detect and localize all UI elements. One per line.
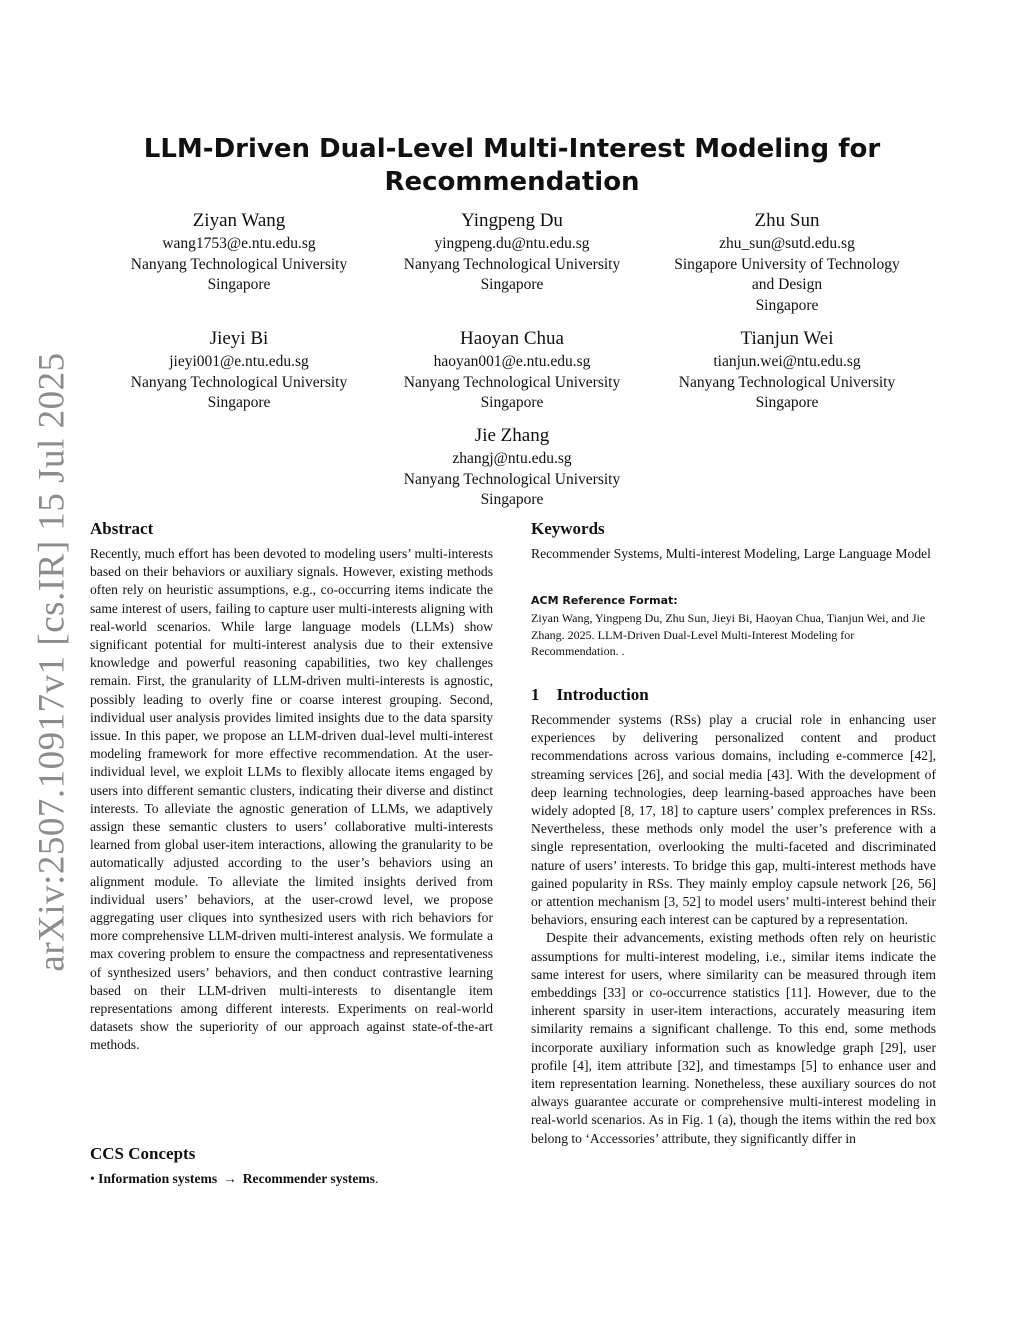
author-country: Singapore xyxy=(207,394,271,411)
keywords-text: Recommender Systems, Multi-interest Modeling, Large Language Model xyxy=(531,546,931,561)
author-block xyxy=(377,424,647,511)
keywords-heading: Keywords xyxy=(531,519,605,538)
section-title: Introduction xyxy=(556,685,649,704)
author-country: Singapore xyxy=(480,491,544,508)
abstract-heading: Abstract xyxy=(90,519,154,538)
author-block xyxy=(652,327,922,414)
author-email: wang1753@e.ntu.edu.sg xyxy=(162,235,316,252)
author-name: Tianjun Wei xyxy=(740,328,834,349)
ccs-category: Information systems xyxy=(98,1171,218,1186)
author-name: Ziyan Wang xyxy=(192,210,286,231)
acm-reference-section xyxy=(531,594,936,660)
author-block xyxy=(104,209,374,296)
author-affiliation: Nanyang Technological University xyxy=(130,255,348,273)
author-name: Jieyi Bi xyxy=(209,328,269,349)
ccs-subcategory: Recommender systems xyxy=(242,1171,375,1186)
ccs-concepts xyxy=(90,1170,493,1188)
introduction-section xyxy=(531,685,936,1148)
author-email: haoyan001@e.ntu.edu.sg xyxy=(433,353,591,370)
author-name: Haoyan Chua xyxy=(460,328,564,349)
ccs-heading: CCS Concepts xyxy=(90,1144,196,1163)
author-email: zhu_sun@sutd.edu.sg xyxy=(719,235,855,252)
author-block xyxy=(377,209,647,296)
paper-title: LLM-Driven Dual-Level Multi-Interest Modeling for Recommendation xyxy=(143,134,881,197)
author-name: Jie Zhang xyxy=(474,425,550,446)
author-affiliation: Nanyang Technological University xyxy=(403,373,621,391)
author-affiliation: Nanyang Technological University xyxy=(403,470,621,488)
section-number: 1 xyxy=(531,685,540,704)
author-block xyxy=(104,327,374,414)
ccs-bullet: • xyxy=(90,1171,95,1186)
author-country: Singapore xyxy=(480,394,544,411)
acm-reference-text: Ziyan Wang, Yingpeng Du, Zhu Sun, Jieyi Bi, Haoyan Chua, Tianjun Wei, and Jie Zhang. 2025. LLM-Driven Dual-Level Multi-Interest Modeling for Recommendation. . xyxy=(531,611,926,658)
acm-reference-heading: ACM Reference Format: xyxy=(531,594,678,607)
author-email: jieyi001@e.ntu.edu.sg xyxy=(169,353,309,370)
ccs-end: . xyxy=(374,1171,379,1186)
author-affiliation: Singapore University of Technology xyxy=(674,255,900,273)
author-block xyxy=(377,327,647,414)
keywords-section xyxy=(531,519,936,563)
author-affiliation: Nanyang Technological University xyxy=(403,255,621,273)
author-affiliation: Nanyang Technological University xyxy=(130,373,348,391)
author-country: Singapore xyxy=(755,296,819,314)
author-email: tianjun.wei@ntu.edu.sg xyxy=(713,353,861,370)
author-name: Zhu Sun xyxy=(754,210,820,231)
author-email: yingpeng.du@ntu.edu.sg xyxy=(434,235,590,252)
arxiv-identifier: arXiv:2507.10917v1 [cs.IR] 15 Jul 2025 xyxy=(31,352,73,972)
author-affiliation: Nanyang Technological University xyxy=(678,373,896,391)
introduction-paragraph: Despite their advancements, existing methods often rely on heuristic assumptions for multi-interest modeling, i.e., similar items indicate the same interest for users, where similarity can be measured through item embeddings [33] or co-occurrence statistics [11]. However, due to the inherent sparsity in user-item interactions, accurately measuring item similarity remains a significant challenge. To this end, some methods incorporate auxiliary information such as knowledge graph [29], user profile [4], item attribute [32], and timestamps [5] to enhance user and item representation learning. Nonetheless, these auxiliary sources do not always guarantee accurate or comprehensive multi-interest modeling in real-world scenarios. As in Fig. 1 (a), though the items within the red box belong to ‘Accessories’ attribute, they significantly differ in xyxy=(531,930,936,1146)
author-country: Singapore xyxy=(480,276,544,293)
introduction-paragraph: Recommender systems (RSs) play a crucial role in enhancing user experiences by delivering personalized content and product recommendations across various domains, including e-commerce [42], streaming services [26], and social media [43]. With the development of deep learning technologies, deep learning-based approaches have been widely adopted [8, 17, 18] to capture users’ complex preferences in RSs. Nevertheless, these methods only model the user’s preference with a single representation, overlooking the multi-faceted and discriminated nature of users’ interests. To bridge this gap, multi-interest methods have gained popularity in RSs. They mainly employ capsule network [26, 56] or attention mechanism [3, 52] to model users’ multi-interest behind their behaviors, ensuring each interest can be captured by a representation. xyxy=(531,712,936,928)
arrow-right-icon: → xyxy=(223,1171,237,1186)
author-affiliation: and Design xyxy=(751,276,823,293)
author-name: Yingpeng Du xyxy=(461,210,563,231)
author-country: Singapore xyxy=(207,276,271,293)
author-country: Singapore xyxy=(755,394,819,411)
introduction-heading xyxy=(531,685,936,705)
author-block xyxy=(652,209,922,316)
ccs-section xyxy=(90,1144,493,1188)
author-email: zhangj@ntu.edu.sg xyxy=(452,450,572,467)
abstract-text: Recently, much effort has been devoted to modeling users’ multi-interests based on their behaviors or auxiliary signals. However, existing methods often rely on heuristic assumptions, e.g., co-occurring items indicate the same interest of users, failing to capture user multi-interests aligning with real-world scenarios. While large language models (LLMs) show significant potential for multi-interest analysis due to their extensive knowledge and powerful reasoning capabilities, two key challenges remain. First, the granularity of LLM-driven multi-interests is agnostic, possibly leading to overly fine or coarse interest grouping. Second, individual user analysis provides limited insights due to the data sparsity issue. In this paper, we propose an LLM-driven dual-level multi-interest modeling framework for more effective recommendation. At the user-individual level, we exploit LLMs to flexibly allocate items engaged by users into different semantic clusters, indicating their diverse and distinct interests. To alleviate the agnostic generation of LLMs, we adaptively assign these semantic clusters to users’ collaborative multi-interests learned from global user-item interactions, allowing the granularity to be automatically adjusted according to the user’s behaviors using an alignment module. To alleviate the limited insights derived from individual users’ behaviors, at the user-crowd level, we propose aggregating user cliques into synthesized users with rich behaviors for more comprehensive LLM-driven multi-interest analysis. We formulate a max covering problem to ensure the compactness and representativeness of synthesized users’ behaviors, and then conduct contrastive learning based on their LLM-driven multi-interests to disentangle item representations among different interests. Experiments on real-world datasets show the superiority of our approach against state-of-the-art methods. xyxy=(90,546,493,1053)
abstract-section xyxy=(90,519,493,1055)
